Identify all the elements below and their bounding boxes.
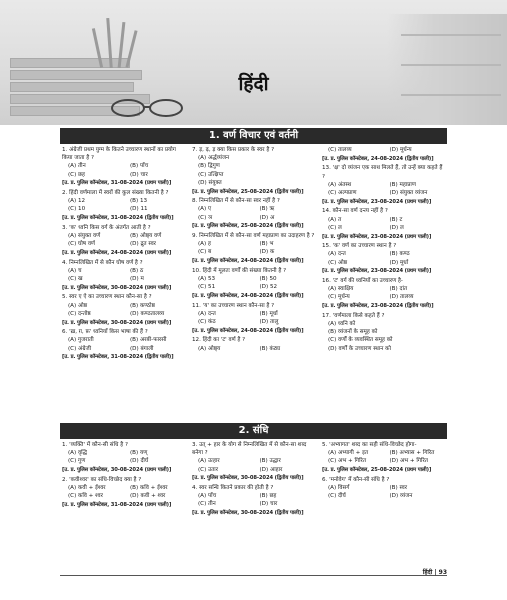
exam-source: [उ. प्र. पुलिस कॉन्स्टेबल, 23-08-2024 (प्रथम पाली)] bbox=[322, 198, 432, 205]
question-item bbox=[322, 146, 447, 163]
question-item bbox=[62, 293, 188, 326]
option: (B) उद्धार bbox=[259, 458, 281, 465]
options-grid bbox=[322, 181, 447, 197]
options-grid bbox=[192, 310, 317, 326]
option: (C) उत्क्षिप्त bbox=[198, 171, 224, 178]
exam-source: [उ. प्र. पुलिस कॉन्स्टेबल, 25-08-2024 (प्रथम पाली)] bbox=[322, 467, 432, 474]
exam-source: [उ. प्र. पुलिस कॉन्स्टेबल, 30-08-2024 (द्वितीय पाली)] bbox=[192, 475, 304, 482]
question-item bbox=[192, 336, 317, 352]
question-item bbox=[192, 197, 317, 230]
option: (A) 12 bbox=[68, 198, 86, 205]
section-heading-1: 1. वर्ण विचार एवं वर्तनी bbox=[60, 128, 447, 144]
options-grid bbox=[192, 457, 317, 473]
question-text: 5. स्वर ए ऐ का उच्चारण स्थान कौन-सा है ? bbox=[62, 294, 152, 301]
question-text: 10. हिंदी में मूलतः वर्णों की संख्या कितनी है ? bbox=[192, 267, 287, 274]
exam-source: [उ. प्र. पुलिस कॉन्स्टेबल, 23-08-2024 (द्वितीय पाली)] bbox=[322, 303, 434, 310]
option: (A) दन्त bbox=[198, 310, 216, 317]
option: (D) आहार bbox=[259, 466, 283, 473]
option: (C) छह bbox=[68, 171, 85, 178]
option: (A) अभ्यागी + इत bbox=[328, 450, 369, 457]
options-grid bbox=[62, 336, 188, 352]
option: (B) छह bbox=[259, 493, 277, 500]
exam-source: [उ. प्र. पुलिस कॉन्स्टेबल, 24-08-2024 (द्वितीय पाली)] bbox=[322, 155, 434, 162]
question-text: 8. निम्नलिखित में से कौन-सा स्वर नहीं है ? bbox=[192, 198, 280, 205]
options-grid bbox=[62, 267, 188, 283]
option: (B) अभ्यास + गिरित bbox=[389, 450, 435, 457]
option: (A) त bbox=[328, 216, 342, 223]
section1-column-3 bbox=[322, 146, 447, 354]
options-grid bbox=[62, 232, 188, 248]
question-item bbox=[322, 476, 447, 501]
options-grid bbox=[62, 197, 188, 213]
option: (C) ञ bbox=[198, 214, 213, 221]
option: (B) महाप्राण bbox=[389, 181, 416, 188]
option: (C) कंठ bbox=[198, 319, 216, 326]
option: (D) वर्णों के उच्चारण स्थान को bbox=[328, 345, 391, 352]
options-grid bbox=[192, 345, 317, 353]
option: (C) अल्पप्राण bbox=[328, 190, 357, 197]
exam-source: [उ. प्र. पुलिस कॉन्स्टेबल, 31-08-2024 (प्रथम पाली)] bbox=[62, 501, 172, 508]
section2-column-1 bbox=[62, 441, 188, 511]
option: (C) दन्तोष्ठ bbox=[68, 310, 91, 317]
options-grid bbox=[192, 205, 317, 221]
option: (C) उतार bbox=[198, 466, 219, 473]
options-grid bbox=[192, 275, 317, 291]
option: (C) गुण bbox=[68, 458, 86, 465]
question-text: 6. 'ख़, ग़, फ़' ध्वनियाँ किस भाषा की हैं ? bbox=[62, 329, 148, 336]
question-item bbox=[322, 207, 447, 240]
option bbox=[260, 162, 318, 170]
option: (B) द्विगुण bbox=[198, 163, 220, 170]
question-text: 12. हिंदी का 'ट' वर्ण है ? bbox=[192, 337, 246, 344]
header-photo bbox=[0, 0, 507, 125]
exam-source: [उ. प्र. पुलिस कॉन्स्टेबल, 25-08-2024 (द्वितीय पाली)] bbox=[192, 188, 304, 195]
option: (A) 53 bbox=[198, 276, 216, 283]
option: (B) ओष्ठ्य वर्ण bbox=[130, 233, 162, 240]
option: (D) द्रुत स्वर bbox=[130, 241, 156, 248]
exam-source: [उ. प्र. पुलिस कॉन्स्टेबल, 31-08-2024 (प्रथम पाली)] bbox=[62, 180, 172, 187]
options-grid bbox=[322, 320, 447, 353]
option: (D) अभ + गिरित bbox=[389, 458, 428, 465]
options-grid bbox=[62, 302, 188, 318]
options-grid bbox=[322, 484, 447, 500]
option: (B) कण्ठोष्ठ bbox=[130, 302, 155, 309]
option bbox=[396, 345, 447, 353]
exam-source: [उ. प्र. पुलिस कॉन्स्टेबल, 30-08-2024 (प्रथम पाली)] bbox=[62, 284, 172, 291]
option: (A) विसर्ग bbox=[328, 485, 350, 492]
option: (D) संयुक्त व्यंजन bbox=[389, 190, 428, 197]
option: (D) तालु bbox=[259, 319, 279, 326]
question-item bbox=[192, 232, 317, 265]
option: (B) अरबी-फारसी bbox=[130, 337, 167, 344]
exam-source: [उ. प्र. पुलिस कॉन्स्टेबल, 31-08-2024 (द्वितीय पाली)] bbox=[62, 215, 174, 222]
option: (A) गुजराती bbox=[68, 337, 94, 344]
option: (C) तीन bbox=[198, 501, 216, 508]
option: (D) कवी + श्वर bbox=[130, 493, 166, 500]
option: (A) ओष्ठ bbox=[68, 302, 87, 309]
question-text: 5. 'अभ्यागत' शब्द का सही संधि-विच्छेद होगा- bbox=[322, 442, 417, 448]
question-item bbox=[62, 224, 188, 257]
section-heading-2: 2. संधि bbox=[60, 423, 447, 439]
option: (A) अर्द्धव्यंजन bbox=[198, 155, 230, 162]
question-item bbox=[322, 164, 447, 206]
question-text: 2. हिंदी वर्णमाला में स्वरों की कुल संख्या कितनी है ? bbox=[62, 190, 169, 197]
option: (A) च bbox=[68, 267, 82, 274]
option: (A) ह bbox=[198, 241, 211, 248]
options-grid bbox=[62, 162, 188, 178]
option: (D) दीर्घ bbox=[130, 458, 149, 465]
option: (A) उत्हार bbox=[198, 458, 220, 465]
option: (B) 50 bbox=[259, 276, 277, 283]
page-footer: हिंदी | 93 bbox=[422, 569, 447, 576]
option bbox=[396, 320, 447, 328]
question-item bbox=[192, 484, 317, 517]
question-text: 1. अंग्रेजी प्रथम युग्म के कितने उच्चारण स्थानों का प्रयोग किया जाता है ? bbox=[62, 147, 176, 162]
section1-column-2 bbox=[192, 146, 317, 354]
option: (A) संयुक्त वर्ण bbox=[68, 233, 101, 240]
question-item bbox=[192, 441, 317, 483]
option: (B) कवि + ईश्वर bbox=[130, 485, 168, 492]
options-grid bbox=[322, 449, 447, 465]
option: (D) चार bbox=[259, 501, 278, 508]
question-item bbox=[192, 302, 317, 335]
question-item bbox=[322, 441, 447, 474]
option: (A) कवी + ईश्वर bbox=[68, 485, 106, 492]
option: (D) मूर्धा bbox=[389, 259, 409, 266]
option: (C) तालव्य bbox=[328, 147, 352, 153]
option: (D) चार bbox=[130, 171, 148, 178]
option bbox=[396, 328, 447, 336]
question-text: 13. 'क्ष' दो व्यंजन एक साथ मिलते हैं, तो उन्हें क्या कहते हैं ? bbox=[322, 165, 443, 180]
option: (A) पाँच bbox=[198, 493, 217, 500]
option: (D) अ bbox=[259, 214, 275, 221]
question-text: 1. 'व्यक्ति' में कौन-सी संधि है ? bbox=[62, 442, 128, 448]
option: (A) ध्वनि को bbox=[328, 321, 356, 328]
question-text: 9. निम्नलिखित में से कौन-सा वर्ण महाप्राण का उदाहरण है ? bbox=[192, 233, 315, 240]
exam-source: [उ. प्र. पुलिस कॉन्स्टेबल, 30-08-2024 (प्रथम पाली)] bbox=[62, 319, 172, 326]
question-text: 11. 'य' का उच्चारण स्थान कौन-सा है ? bbox=[192, 302, 275, 309]
question-item bbox=[62, 476, 188, 509]
option: (D) ल bbox=[389, 224, 404, 231]
option: (D) तालव्य bbox=[389, 294, 414, 301]
question-text: 4. स्वर सन्धि कितने प्रकार की होती है ? bbox=[192, 485, 274, 492]
option: (A) वृद्धि bbox=[68, 450, 87, 457]
section2-column-2 bbox=[192, 441, 317, 519]
options-grid bbox=[322, 216, 447, 232]
option: (D) 52 bbox=[259, 284, 278, 291]
question-text: 7. ड़, ढ़, ड़ क्या किस प्रकार के स्वर है ? bbox=[192, 147, 275, 153]
question-item bbox=[62, 328, 188, 361]
option: (C) घोष वर्ण bbox=[68, 241, 95, 248]
exam-source: [उ. प्र. पुलिस कॉन्स्टेबल, 23-08-2024 (प्रथम पाली)] bbox=[322, 268, 432, 275]
exam-source: [उ. प्र. पुलिस कॉन्स्टेबल, 24-08-2024 (प्रथम पाली)] bbox=[62, 249, 172, 256]
option: (B) यण् bbox=[130, 450, 148, 457]
question-text: 14. कौन-सा वर्ण दन्त्य नहीं है ? bbox=[322, 208, 388, 215]
question-text: 2. 'कवीश्वर' का संधि-विच्छेद क्या है ? bbox=[62, 476, 142, 483]
option: (C) ओष्ठ bbox=[328, 259, 348, 266]
section2-column-3 bbox=[322, 441, 447, 502]
exam-source: [उ. प्र. पुलिस कॉन्स्टेबल, 30-08-2024 (द्वितीय पाली)] bbox=[192, 510, 304, 517]
options-grid bbox=[192, 240, 317, 256]
exam-source: [उ. प्र. पुलिस कॉन्स्टेबल, 24-08-2024 (द्वितीय पाली)] bbox=[192, 327, 304, 334]
option bbox=[260, 179, 318, 187]
option: (C) 10 bbox=[68, 206, 86, 213]
option: (B) पाँच bbox=[130, 163, 149, 170]
option bbox=[260, 171, 318, 179]
option: (B) स्वर bbox=[389, 485, 408, 492]
exam-source: [उ. प्र. पुलिस कॉन्स्टेबल, 23-08-2024 (प्रथम पाली)] bbox=[322, 233, 432, 240]
question-text: 15. 'क' वर्ण का उच्चारण स्थान है ? bbox=[322, 243, 397, 250]
exam-source: [उ. प्र. पुलिस कॉन्स्टेबल, 30-08-2024 (प्रथम पाली)] bbox=[62, 467, 172, 474]
question-text: 3. उत् + हार के योग से निम्नलिखित में से कौन-सा शब्द बनेगा ? bbox=[192, 442, 307, 457]
pencil-cup-image bbox=[86, 8, 146, 68]
options-grid bbox=[62, 449, 188, 465]
option: (C) ब bbox=[198, 249, 212, 256]
question-text: 3. 'क' ध्वनि किस वर्ग के अंतर्गत आती है ? bbox=[62, 224, 151, 231]
option: (D) म bbox=[130, 276, 144, 283]
option: (C) ल bbox=[328, 224, 342, 231]
options-grid bbox=[322, 285, 447, 301]
exam-source: [उ. प्र. पुलिस कॉन्स्टेबल, 31-08-2024 (द्वितीय पाली)] bbox=[62, 354, 174, 361]
option: (C) अंग्रेजी bbox=[68, 345, 92, 352]
question-item bbox=[62, 441, 188, 474]
question-item bbox=[62, 259, 188, 292]
option: (A) स्वाक्षिय bbox=[328, 286, 354, 293]
option: (B) ट bbox=[389, 216, 403, 223]
exam-source: [उ. प्र. पुलिस कॉन्स्टेबल, 25-08-2024 (द्वितीय पाली)] bbox=[192, 223, 304, 230]
option bbox=[260, 154, 318, 162]
option: (A) ओष्ठ्य bbox=[198, 345, 221, 352]
question-text: 16. 'ट' वर्ग की ध्वनियों का उच्चारण है- bbox=[322, 278, 403, 285]
options-grid bbox=[322, 250, 447, 266]
option: (B) कण्ठ bbox=[389, 251, 410, 258]
page-title: हिंदी bbox=[238, 73, 269, 95]
option: (D) कण्ठतालव्य bbox=[130, 310, 165, 317]
option: (C) मूर्धन्य bbox=[328, 294, 350, 301]
options-grid bbox=[192, 154, 317, 187]
option: (A) ए bbox=[198, 206, 212, 213]
option: (A) अंतस्थ bbox=[328, 181, 352, 188]
question-item bbox=[322, 242, 447, 275]
option: (C) वर्णों के व्यवस्थित समूह को bbox=[328, 337, 393, 344]
option: (A) दन्त bbox=[328, 251, 346, 258]
question-item bbox=[322, 277, 447, 310]
option: (B) भ bbox=[259, 241, 274, 248]
option: (B) 13 bbox=[130, 198, 148, 205]
glasses-image bbox=[108, 96, 188, 118]
options-grid bbox=[62, 484, 188, 500]
exam-source: [उ. प्र. पुलिस कॉन्स्टेबल, 24-08-2024 (द्वितीय पाली)] bbox=[192, 258, 304, 265]
question-text: 4. निम्नलिखित में से कौन घोष वर्ण है ? bbox=[62, 259, 143, 266]
option: (D) क bbox=[259, 249, 275, 256]
question-item bbox=[62, 146, 188, 188]
option: (C) ख bbox=[68, 276, 83, 283]
option: (C) अभ + गिरित bbox=[328, 458, 367, 465]
option: (B) कंठ्य bbox=[259, 345, 281, 352]
exam-source: [उ. प्र. पुलिस कॉन्स्टेबल, 24-08-2024 (द्वितीय पाली)] bbox=[192, 292, 304, 299]
option: (D) व्यंजन bbox=[389, 493, 413, 500]
option: (B) ऋ bbox=[259, 206, 275, 213]
option: (B) व्यंजनों के समूह को bbox=[328, 329, 378, 336]
option: (C) 51 bbox=[198, 284, 216, 291]
question-item bbox=[322, 312, 447, 353]
option: (D) मूर्धन्य bbox=[389, 147, 412, 153]
question-text: 17. 'वर्णमाला किसे कहते हैं ? bbox=[322, 312, 385, 319]
option: (D) बंगाली bbox=[130, 345, 154, 352]
footer-rule bbox=[60, 575, 447, 576]
option: (D) 11 bbox=[130, 206, 148, 213]
options-grid bbox=[192, 492, 317, 508]
option: (D) संयुक्त bbox=[198, 179, 222, 186]
question-item bbox=[62, 189, 188, 222]
option: (C) कवि + श्वर bbox=[68, 493, 103, 500]
option: (C) दीर्घ bbox=[328, 493, 346, 500]
option: (B) मूर्धा bbox=[259, 310, 278, 317]
section1-column-1 bbox=[62, 146, 188, 363]
option bbox=[396, 336, 447, 344]
option: (B) ठ bbox=[130, 267, 144, 274]
question-text: 6. 'मनोवेग' में कौन-सी संधि है ? bbox=[322, 476, 390, 483]
option: (B) दांत bbox=[389, 286, 408, 293]
question-item bbox=[192, 146, 317, 196]
option: (A) तीन bbox=[68, 163, 86, 170]
options-grid bbox=[322, 146, 447, 154]
question-item bbox=[192, 267, 317, 300]
